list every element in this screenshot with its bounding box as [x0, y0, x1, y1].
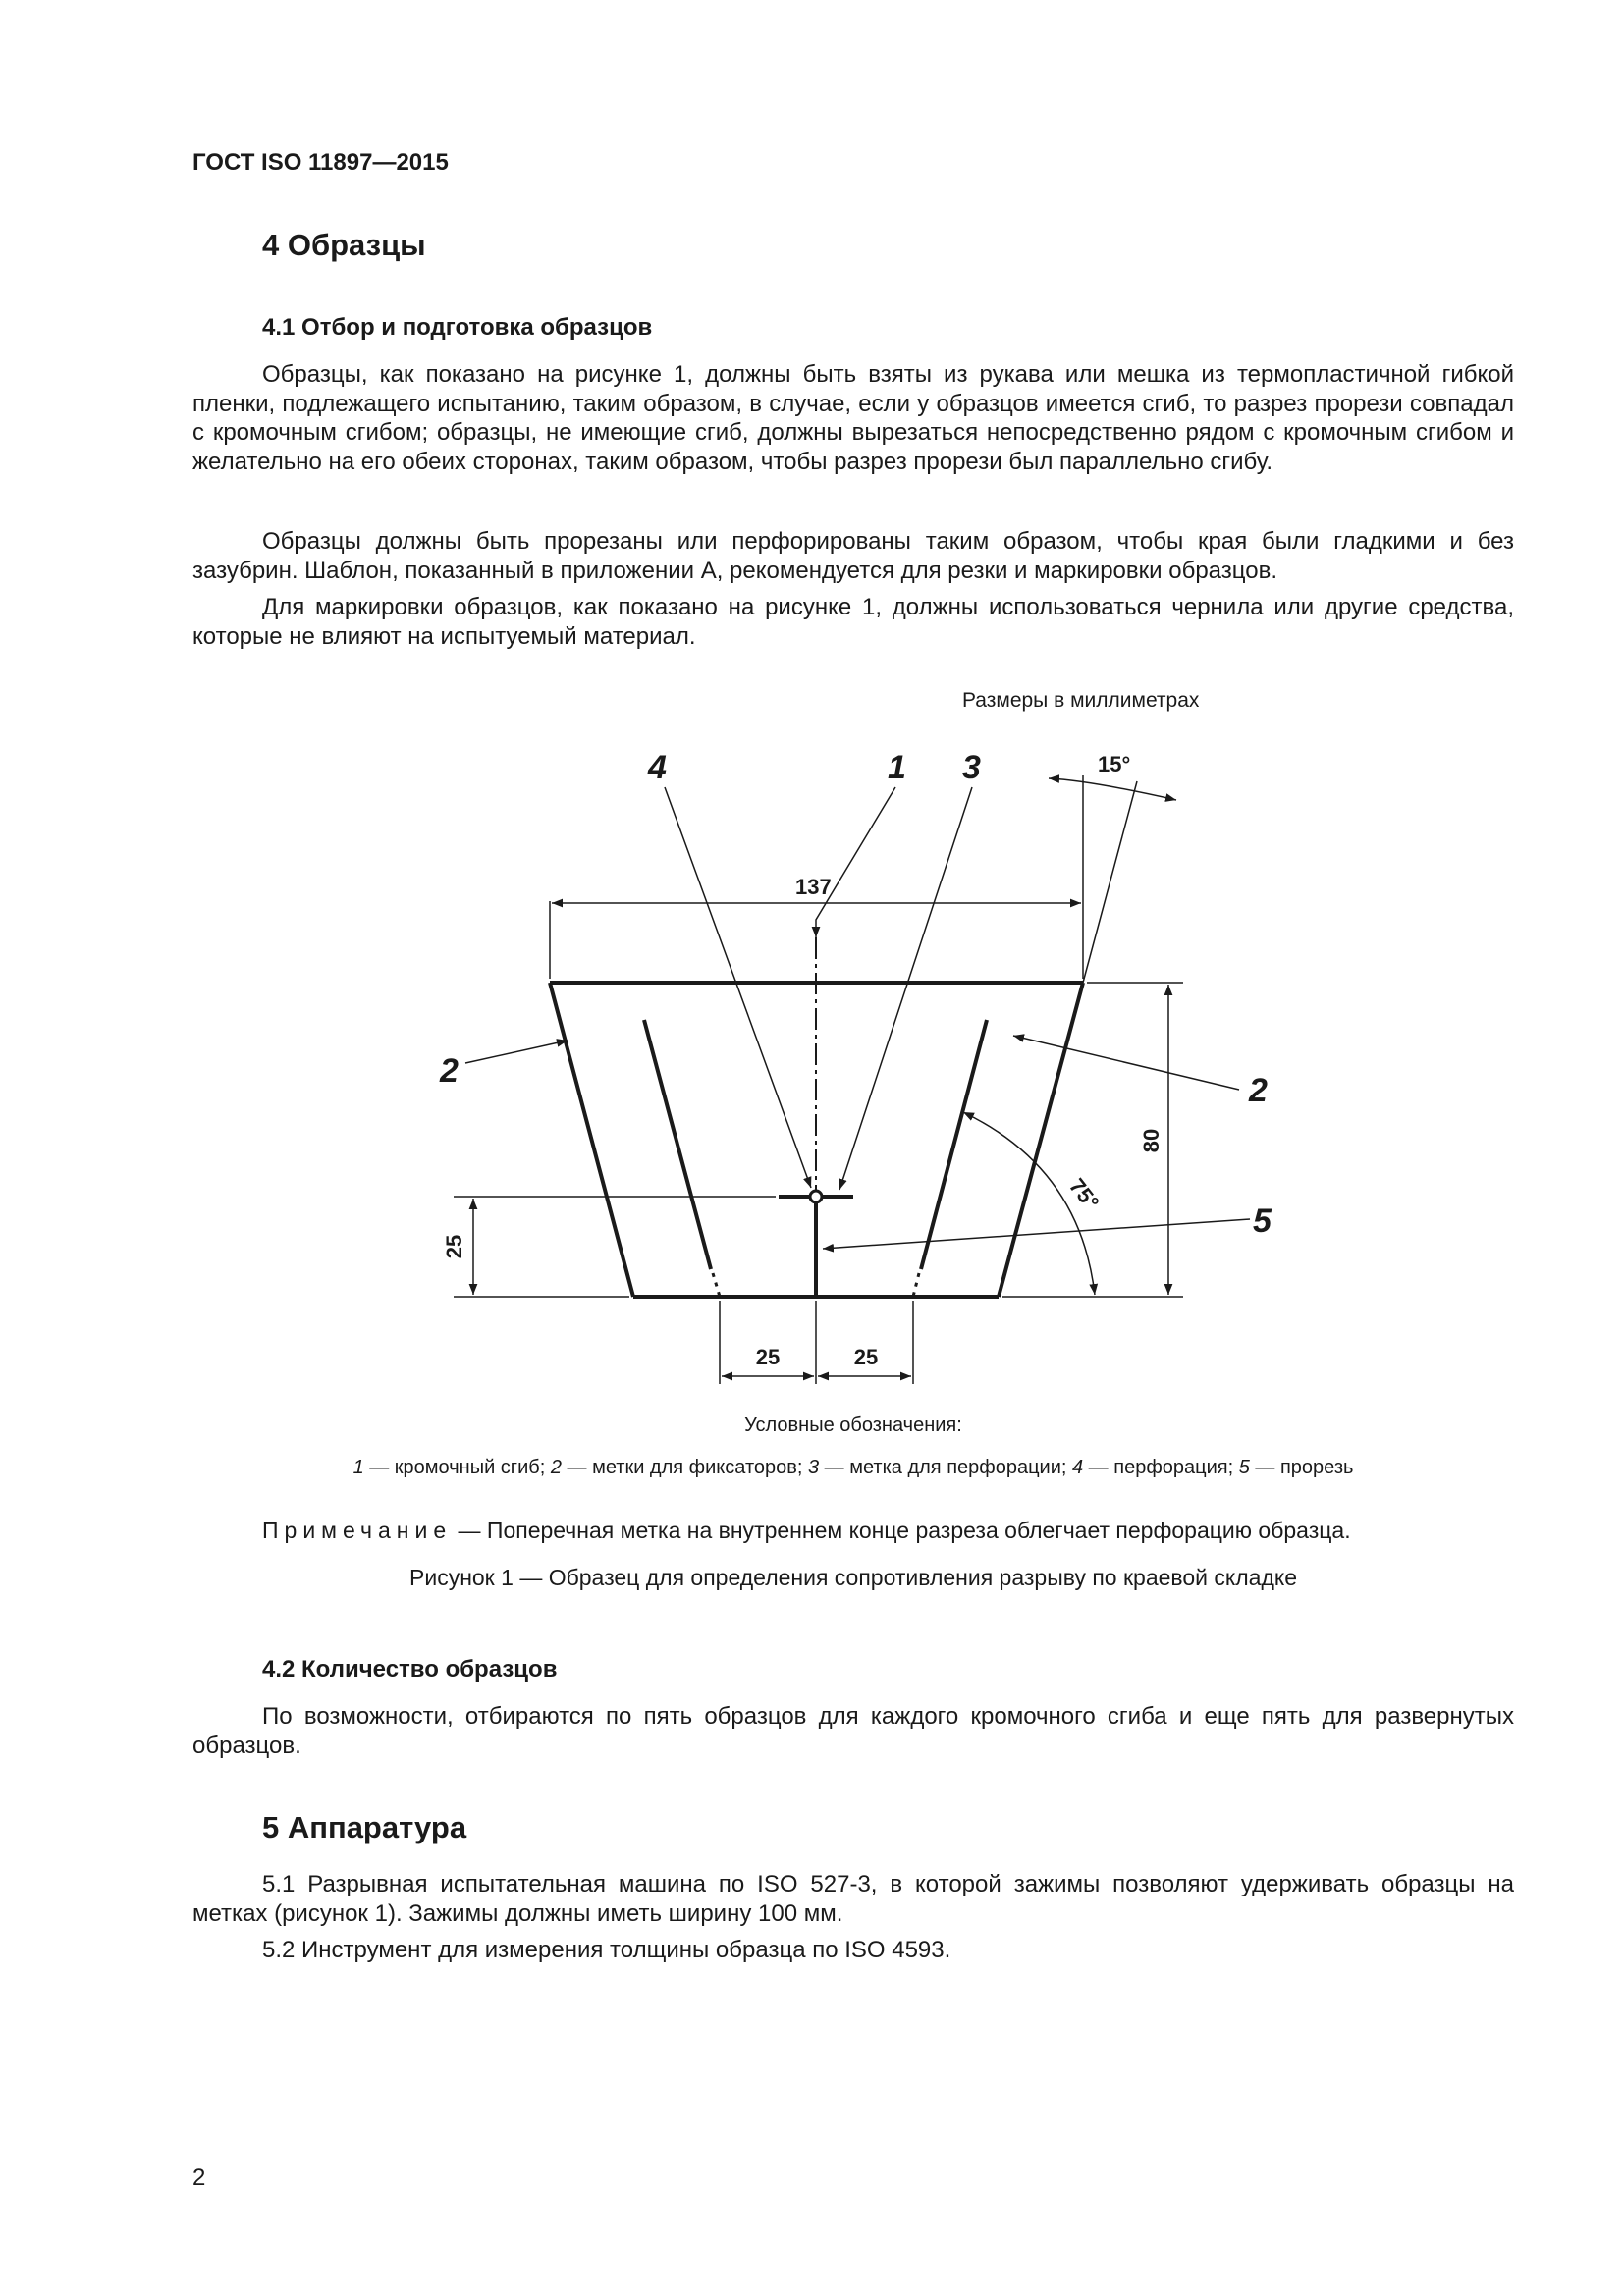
legend-title: Условные обозначения: [744, 1415, 962, 1436]
callout-3: 3 [962, 749, 981, 786]
legend-num-3: 3 [807, 1457, 820, 1478]
dimension-137: 137 [795, 875, 832, 899]
figure-legend [192, 1457, 1514, 1479]
paragraph-4-1-3: Для маркировки образцов, как показано на рисунке 1, должны использоваться чернила или другие средства, которые не влияют на испытуемый материал. [192, 594, 1514, 650]
paragraph-4-1-1: Образцы, как показано на рисунке 1, должны быть взяты из рукава или мешка из термопластичной гибкой пленки, подлежащего испытанию, таким образом, в случае, если у образцов имеется сгиб, то разрез прорези совпадал с кромочным сгибом; образцы, не имеющие сгиб, должны вырезаться непосредственно рядом с кромочным сгибом и желательно на его обеих сторонах, таким образом, чтобы разрез прорези был параллельно сгибу. [192, 361, 1514, 475]
legend-text-2: — метки для фиксаторов; [561, 1457, 808, 1478]
legend-text-4: — перфорация; [1083, 1457, 1239, 1478]
section-5-title: 5 Аппаратура [262, 1810, 467, 1844]
figure-note [262, 1518, 1351, 1544]
figure-units-note: Размеры в миллиметрах [962, 689, 1200, 712]
legend-num-5: 5 [1238, 1457, 1250, 1478]
extension-lines [454, 775, 1183, 1384]
paragraph-4-1-2: Образцы должны быть прорезаны или перфорированы таким образом, чтобы края были гладкими и без зазубрин. Шаблон, показанный в приложении А, рекомендуется для резки и маркировки образцов. [192, 528, 1514, 584]
dimension-lines [473, 778, 1176, 1376]
section-4-title: 4 Образцы [262, 228, 426, 262]
angle-75: 75° [1064, 1173, 1105, 1215]
callout-5: 5 [1253, 1202, 1272, 1240]
paragraph-5-1: 5.1 Разрывная испытательная машина по ISO 527-3, в которой зажимы позволяют удерживать образцы на метках (рисунок 1). Зажимы должны иметь ширину 100 мм. [192, 1871, 1514, 1927]
dimension-80: 80 [1139, 1128, 1164, 1153]
document-header: ГОСТ ISO 11897—2015 [192, 149, 449, 176]
paragraph-5-2: 5.2 Инструмент для измерения толщины образца по ISO 4593. [262, 1937, 951, 1963]
figure-caption: Рисунок 1 — Образец для определения сопротивления разрыву по краевой складке [409, 1565, 1297, 1590]
callout-2-left: 2 [440, 1052, 459, 1090]
legend-text-5: — прорезь [1249, 1457, 1354, 1478]
page-number: 2 [192, 2164, 206, 2191]
dimension-25-left: 25 [755, 1345, 781, 1369]
callout-4: 4 [648, 749, 667, 786]
clamp-mark-right [921, 1020, 987, 1269]
clamp-mark-left [644, 1020, 711, 1269]
dimension-25-right: 25 [853, 1345, 879, 1369]
note-text: — Поперечная метка на внутреннем конце разреза облегчает перфорацию образца. [452, 1518, 1351, 1543]
leader-lines [465, 787, 1250, 1249]
paragraph-4-2-1: По возможности, отбираются по пять образцов для каждого кромочного сгиба и еще пять для развернутых образцов. [192, 1703, 1514, 1759]
perforation-circle [810, 1191, 822, 1202]
dimension-25-slit: 25 [442, 1234, 466, 1259]
legend-num-4: 4 [1072, 1457, 1084, 1478]
note-label: Примечание [262, 1518, 453, 1543]
section-4-1-title: 4.1 Отбор и подготовка образцов [262, 314, 653, 341]
legend-text-3: — метка для перфорации; [819, 1457, 1072, 1478]
legend-num-1: 1 [352, 1457, 364, 1478]
angle-15: 15° [1098, 752, 1131, 776]
callout-2-right: 2 [1249, 1072, 1268, 1109]
section-4-2-title: 4.2 Количество образцов [262, 1656, 558, 1682]
callout-1: 1 [888, 749, 906, 786]
legend-num-2: 2 [550, 1457, 562, 1478]
legend-text-1: — кромочный сгиб; [363, 1457, 551, 1478]
